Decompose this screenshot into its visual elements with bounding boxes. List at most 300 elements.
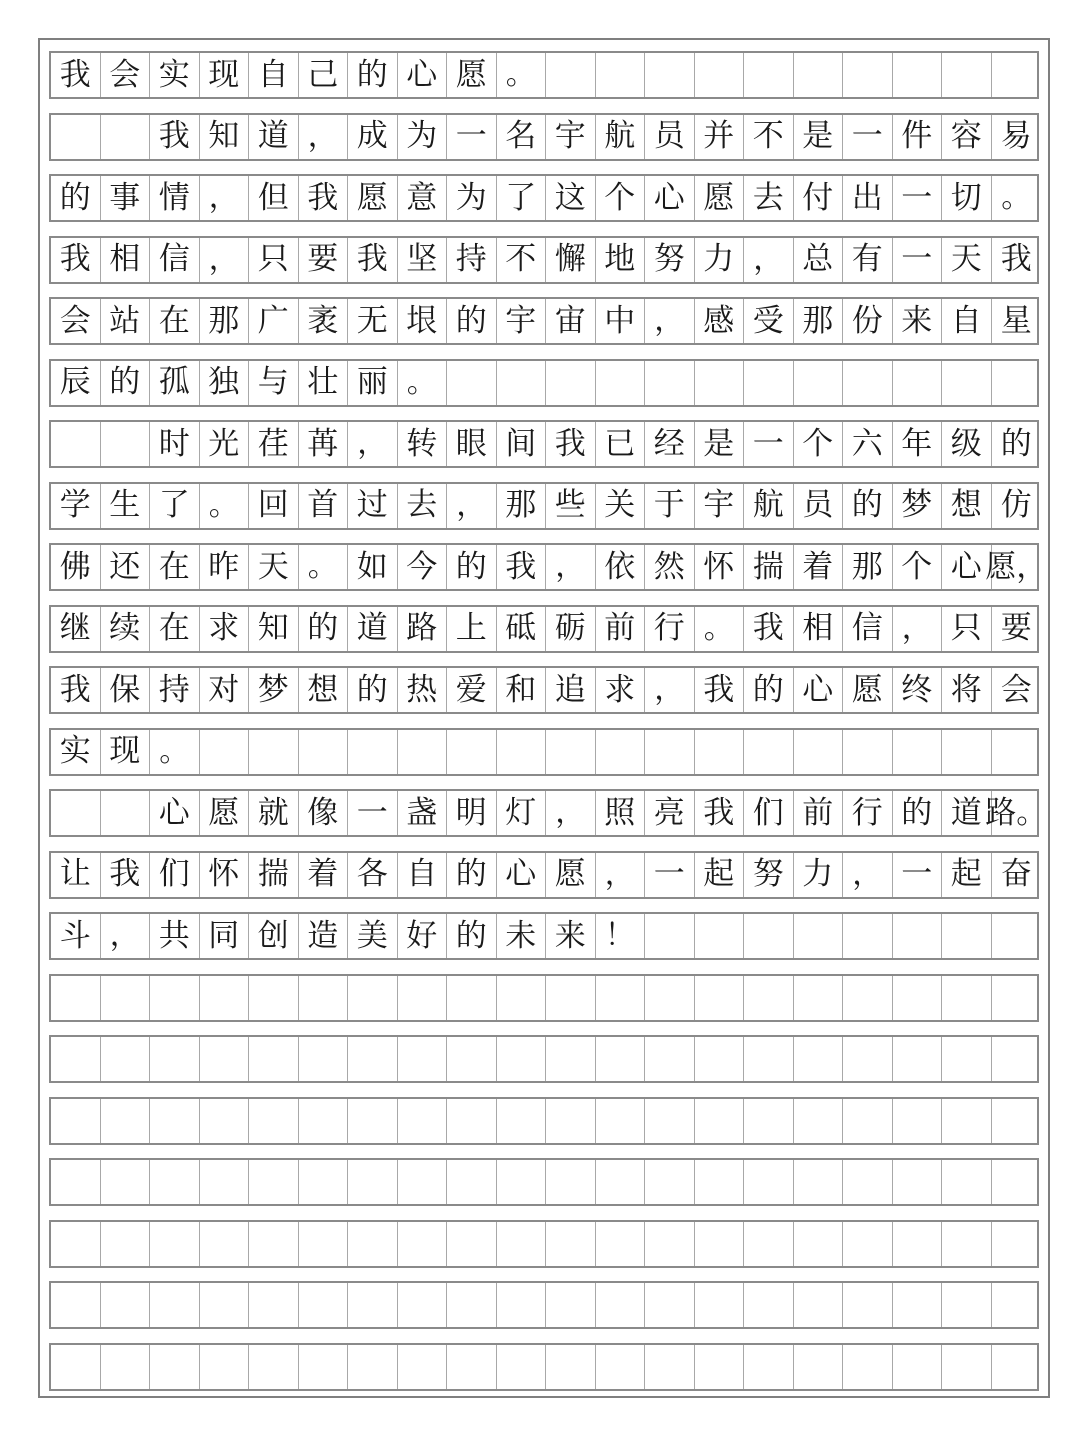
grid-cell: 我	[51, 668, 101, 712]
grid-cell: 们	[150, 853, 200, 897]
grid-cell: 我	[299, 176, 349, 220]
grid-cell	[299, 1222, 349, 1266]
grid-cell	[843, 1283, 893, 1327]
grid-cell	[348, 1283, 398, 1327]
grid-cell	[645, 1037, 695, 1081]
grid-cell: 梦	[249, 668, 299, 712]
grid-row	[49, 1097, 1039, 1145]
grid-cell	[992, 914, 1042, 958]
grid-cell	[794, 1160, 844, 1204]
grid-cell: 前	[794, 791, 844, 835]
grid-cell	[645, 976, 695, 1020]
grid-cell: 和	[497, 668, 547, 712]
grid-cell	[348, 1222, 398, 1266]
grid-cell: 实	[51, 730, 101, 774]
grid-cell: 并	[695, 115, 745, 159]
grid-row	[49, 666, 1039, 714]
grid-cell: 个	[794, 422, 844, 466]
grid-cell: 持	[150, 668, 200, 712]
grid-cell: 航	[744, 484, 794, 528]
grid-cell: ，	[200, 238, 250, 282]
grid-cell	[447, 1283, 497, 1327]
grid-cell: 心	[645, 176, 695, 220]
grid-cell: 心	[942, 545, 992, 589]
grid-cell: 辰	[51, 361, 101, 405]
grid-cell: 星	[1000, 302, 1032, 339]
grid-cell: 易	[1000, 118, 1032, 154]
grid-cell: 光	[200, 422, 250, 466]
grid-cell: 愿	[843, 668, 893, 712]
grid-cell: 宙	[546, 299, 596, 343]
grid-cell	[794, 1345, 844, 1389]
grid-cell	[299, 730, 349, 774]
grid-cell: 我	[51, 238, 101, 282]
grid-cell	[942, 976, 992, 1020]
grid-cell: 会	[101, 53, 151, 97]
grid-cell: 懈	[546, 238, 596, 282]
grid-cell	[150, 1099, 200, 1143]
grid-cell: 为	[398, 115, 448, 159]
grid-cell	[249, 730, 299, 774]
grid-cell: 这	[546, 176, 596, 220]
grid-row	[49, 789, 1048, 837]
grid-cell	[348, 976, 398, 1020]
grid-cell	[249, 1222, 299, 1266]
grid-cell	[546, 1037, 596, 1081]
grid-cell: 未	[497, 914, 547, 958]
grid-cell: 热	[398, 668, 448, 712]
grid-cell	[695, 914, 745, 958]
grid-cell	[596, 730, 646, 774]
grid-cell: 照	[596, 791, 646, 835]
grid-cell: 愿	[200, 791, 250, 835]
grid-cell: 揣	[744, 545, 794, 589]
grid-cell: 怀	[695, 545, 745, 589]
grid-cell	[546, 1160, 596, 1204]
grid-cell: 道	[348, 607, 398, 651]
grid-cell	[744, 976, 794, 1020]
grid-cell	[843, 1037, 893, 1081]
grid-cell	[645, 53, 695, 97]
grid-cell: 不	[497, 238, 547, 282]
grid-cell	[843, 1099, 893, 1143]
grid-cell: 一	[348, 791, 398, 835]
grid-cell: 我	[51, 53, 101, 97]
grid-cell: 着	[299, 853, 349, 897]
grid-cell: 切	[942, 176, 992, 220]
grid-cell	[546, 976, 596, 1020]
grid-cell	[893, 1160, 943, 1204]
grid-cell	[893, 1222, 943, 1266]
grid-cell	[51, 1160, 101, 1204]
grid-cell: 我	[1000, 241, 1032, 277]
grid-cell: 怀	[200, 853, 250, 897]
grid-cell	[447, 1160, 497, 1204]
grid-row	[49, 359, 1039, 407]
grid-cell	[200, 976, 250, 1020]
grid-cell: 要	[299, 238, 349, 282]
grid-cell	[992, 53, 1042, 97]
grid-cell: 行	[645, 607, 695, 651]
grid-cell	[51, 1099, 101, 1143]
grid-cell	[398, 1099, 448, 1143]
grid-cell	[645, 1283, 695, 1327]
grid-cell: 斗	[51, 914, 101, 958]
grid-cell: 己	[299, 53, 349, 97]
grid-cell	[843, 1160, 893, 1204]
grid-cell	[942, 914, 992, 958]
grid-cell: 宇	[497, 299, 547, 343]
grid-cell: 感	[695, 299, 745, 343]
grid-cell	[893, 730, 943, 774]
grid-cell: 砺	[546, 607, 596, 651]
grid-cell	[398, 1345, 448, 1389]
grid-cell: 将	[942, 668, 992, 712]
grid-cell: 员	[794, 484, 844, 528]
grid-cell: 道	[942, 791, 992, 835]
grid-cell	[942, 1222, 992, 1266]
grid-cell	[645, 361, 695, 405]
grid-cell: 坚	[398, 238, 448, 282]
grid-row	[49, 113, 1039, 161]
grid-cell	[843, 730, 893, 774]
grid-cell: 那	[843, 545, 893, 589]
grid-cell	[150, 1222, 200, 1266]
grid-cell: 意	[398, 176, 448, 220]
grid-cell	[942, 53, 992, 97]
grid-cell	[497, 1037, 547, 1081]
grid-cell: 想	[299, 668, 349, 712]
grid-cell	[101, 1099, 151, 1143]
grid-cell: 在	[150, 545, 200, 589]
grid-cell: 天	[249, 545, 299, 589]
grid-cell	[348, 1099, 398, 1143]
grid-cell: 续	[101, 607, 151, 651]
grid-cell	[992, 1345, 1042, 1389]
grid-cell	[645, 914, 695, 958]
grid-cell: ，	[546, 791, 596, 835]
grid-cell: 心	[398, 53, 448, 97]
grid-cell	[695, 361, 745, 405]
grid-cell: 现	[101, 730, 151, 774]
grid-cell: 于	[645, 484, 695, 528]
grid-cell	[893, 361, 943, 405]
grid-cell: 上	[447, 607, 497, 651]
grid-cell: 。	[299, 545, 349, 589]
grid-cell: 愿	[695, 176, 745, 220]
grid-cell	[794, 914, 844, 958]
grid-cell	[843, 976, 893, 1020]
grid-cell: 地	[596, 238, 646, 282]
grid-cell	[200, 1283, 250, 1327]
grid-cell: 来	[546, 914, 596, 958]
grid-cell	[447, 361, 497, 405]
grid-cell: 学	[51, 484, 101, 528]
grid-cell: 路	[398, 607, 448, 651]
grid-cell: 在	[150, 607, 200, 651]
grid-cell: 信	[150, 238, 200, 282]
grid-cell: 时	[150, 422, 200, 466]
grid-cell	[794, 730, 844, 774]
grid-cell: 独	[200, 361, 250, 405]
grid-cell	[942, 1160, 992, 1204]
grid-cell: 力	[695, 238, 745, 282]
grid-cell	[398, 730, 448, 774]
grid-cell	[695, 976, 745, 1020]
grid-cell	[843, 1222, 893, 1266]
grid-cell: 求	[596, 668, 646, 712]
grid-cell: 愿	[348, 176, 398, 220]
grid-cell	[744, 1160, 794, 1204]
grid-cell	[942, 1345, 992, 1389]
grid-cell: 生	[101, 484, 151, 528]
grid-cell: 是	[794, 115, 844, 159]
grid-cell: 灯	[497, 791, 547, 835]
grid-cell: 创	[249, 914, 299, 958]
grid-cell: 宇	[546, 115, 596, 159]
writing-grid	[49, 51, 1048, 1391]
grid-cell: 如	[348, 545, 398, 589]
grid-cell	[51, 1283, 101, 1327]
grid-cell: 同	[200, 914, 250, 958]
grid-cell: 会	[51, 299, 101, 343]
grid-cell	[794, 1283, 844, 1327]
grid-cell	[744, 361, 794, 405]
grid-cell: 眼	[447, 422, 497, 466]
grid-cell: 广	[249, 299, 299, 343]
grid-cell: 我	[348, 238, 398, 282]
grid-cell: 相	[794, 607, 844, 651]
grid-cell	[546, 1283, 596, 1327]
grid-cell: 的	[1000, 425, 1032, 462]
grid-cell: 的	[447, 853, 497, 897]
grid-cell: 只	[942, 607, 992, 651]
grid-cell	[51, 1222, 101, 1266]
grid-cell	[447, 1099, 497, 1143]
grid-cell	[744, 53, 794, 97]
grid-cell: 。	[695, 607, 745, 651]
grid-cell	[546, 361, 596, 405]
grid-cell	[695, 1345, 745, 1389]
grid-cell: 有	[843, 238, 893, 282]
grid-cell: 想	[942, 484, 992, 528]
grid-cell: 转	[398, 422, 448, 466]
grid-cell: 付	[794, 176, 844, 220]
grid-cell: 追	[546, 668, 596, 712]
grid-cell: 一	[893, 176, 943, 220]
grid-cell	[348, 1345, 398, 1389]
grid-cell	[794, 976, 844, 1020]
grid-cell	[299, 1037, 349, 1081]
grid-cell	[101, 1160, 151, 1204]
grid-cell: 了	[497, 176, 547, 220]
grid-cell: 的	[101, 361, 151, 405]
grid-cell	[596, 1222, 646, 1266]
grid-cell	[299, 1160, 349, 1204]
grid-cell: ，	[744, 238, 794, 282]
grid-cell: ，	[200, 176, 250, 220]
grid-cell	[942, 1037, 992, 1081]
grid-cell: 现	[200, 53, 250, 97]
grid-cell: 天	[942, 238, 992, 282]
grid-cell: 宇	[695, 484, 745, 528]
grid-cell	[546, 1222, 596, 1266]
grid-cell: 终	[893, 668, 943, 712]
grid-row	[49, 1343, 1039, 1391]
grid-cell: 持	[447, 238, 497, 282]
grid-cell: 总	[794, 238, 844, 282]
grid-cell: 我	[101, 853, 151, 897]
grid-cell	[101, 1222, 151, 1266]
grid-cell: 依	[596, 545, 646, 589]
grid-cell: 那	[794, 299, 844, 343]
grid-cell	[200, 1037, 250, 1081]
grid-cell: 然	[645, 545, 695, 589]
grid-cell	[695, 1160, 745, 1204]
grid-cell	[447, 1222, 497, 1266]
grid-cell	[497, 1222, 547, 1266]
grid-cell: 的	[348, 53, 398, 97]
grid-cell	[51, 422, 101, 466]
grid-cell	[101, 1283, 151, 1327]
grid-cell	[695, 1222, 745, 1266]
grid-cell: 亮	[645, 791, 695, 835]
grid-cell	[398, 1222, 448, 1266]
grid-cell	[596, 1345, 646, 1389]
grid-cell: 无	[348, 299, 398, 343]
grid-cell: 我	[695, 791, 745, 835]
grid-cell: 级	[942, 422, 992, 466]
grid-cell	[51, 791, 101, 835]
grid-cell: 爱	[447, 668, 497, 712]
grid-cell	[893, 1345, 943, 1389]
grid-cell: 对	[200, 668, 250, 712]
grid-cell	[101, 1037, 151, 1081]
grid-cell	[596, 1283, 646, 1327]
grid-cell: 一	[893, 853, 943, 897]
grid-cell: 来	[893, 299, 943, 343]
grid-cell: 垠	[398, 299, 448, 343]
grid-cell: ，	[645, 299, 695, 343]
grid-cell	[794, 1099, 844, 1143]
grid-cell: 信	[843, 607, 893, 651]
grid-cell: 相	[101, 238, 151, 282]
grid-cell: 昨	[200, 545, 250, 589]
grid-cell	[101, 422, 151, 466]
grid-cell	[200, 1345, 250, 1389]
grid-cell	[596, 1037, 646, 1081]
grid-cell: 像	[299, 791, 349, 835]
grid-cell	[51, 1037, 101, 1081]
grid-cell: 事	[101, 176, 151, 220]
grid-cell	[843, 914, 893, 958]
grid-cell: 让	[51, 853, 101, 897]
grid-cell	[596, 53, 646, 97]
grid-cell	[794, 1037, 844, 1081]
grid-row	[49, 543, 1048, 591]
grid-cell: 一	[893, 238, 943, 282]
grid-cell	[942, 730, 992, 774]
grid-cell	[447, 976, 497, 1020]
grid-cell	[299, 1345, 349, 1389]
grid-cell	[150, 1160, 200, 1204]
grid-cell	[695, 1037, 745, 1081]
grid-cell	[942, 1099, 992, 1143]
grid-cell	[398, 1283, 448, 1327]
grid-cell: 是	[695, 422, 745, 466]
grid-cell	[249, 976, 299, 1020]
grid-cell	[497, 976, 547, 1020]
grid-cell	[249, 1099, 299, 1143]
grid-cell	[744, 1037, 794, 1081]
grid-cell: 受	[744, 299, 794, 343]
grid-cell	[992, 1283, 1042, 1327]
grid-cell	[893, 1037, 943, 1081]
grid-cell: 我	[546, 422, 596, 466]
grid-cell: 一	[447, 115, 497, 159]
grid-cell: 已	[596, 422, 646, 466]
grid-cell: 了	[150, 484, 200, 528]
grid-cell: 我	[695, 668, 745, 712]
grid-cell: 实	[150, 53, 200, 97]
grid-row	[49, 174, 1039, 222]
grid-cell	[794, 53, 844, 97]
grid-cell	[992, 1037, 1042, 1081]
grid-cell: 成	[348, 115, 398, 159]
grid-row	[49, 974, 1039, 1022]
grid-cell: 就	[249, 791, 299, 835]
grid-row	[49, 605, 1039, 653]
grid-cell	[249, 1037, 299, 1081]
grid-cell	[398, 1037, 448, 1081]
grid-cell: 求	[200, 607, 250, 651]
grid-cell: 中	[596, 299, 646, 343]
grid-cell: 荏	[249, 422, 299, 466]
grid-cell	[992, 1222, 1042, 1266]
grid-cell: 要	[1000, 610, 1032, 646]
grid-cell	[992, 361, 1042, 405]
grid-cell	[101, 791, 151, 835]
grid-cell: 砥	[497, 607, 547, 651]
grid-row	[49, 420, 1039, 468]
grid-cell	[51, 976, 101, 1020]
grid-cell: 保	[101, 668, 151, 712]
grid-cell	[695, 53, 745, 97]
grid-cell	[893, 1099, 943, 1143]
grid-cell: 自	[249, 53, 299, 97]
grid-cell: 梦	[893, 484, 943, 528]
grid-cell: 各	[348, 853, 398, 897]
grid-cell	[695, 730, 745, 774]
grid-cell	[497, 1345, 547, 1389]
grid-cell	[249, 1160, 299, 1204]
grid-cell	[447, 1037, 497, 1081]
grid-cell	[744, 1099, 794, 1143]
grid-cell: 份	[843, 299, 893, 343]
grid-cell: 自	[942, 299, 992, 343]
grid-cell: 关	[596, 484, 646, 528]
grid-cell: ，	[645, 668, 695, 712]
grid-cell	[744, 1283, 794, 1327]
grid-cell: 今	[398, 545, 448, 589]
grid-cell	[546, 1099, 596, 1143]
grid-cell	[497, 361, 547, 405]
grid-row	[49, 1158, 1039, 1206]
grid-cell	[992, 1160, 1042, 1204]
grid-cell: 起	[695, 853, 745, 897]
grid-cell: 愿	[447, 53, 497, 97]
grid-cell: ！	[596, 914, 646, 958]
